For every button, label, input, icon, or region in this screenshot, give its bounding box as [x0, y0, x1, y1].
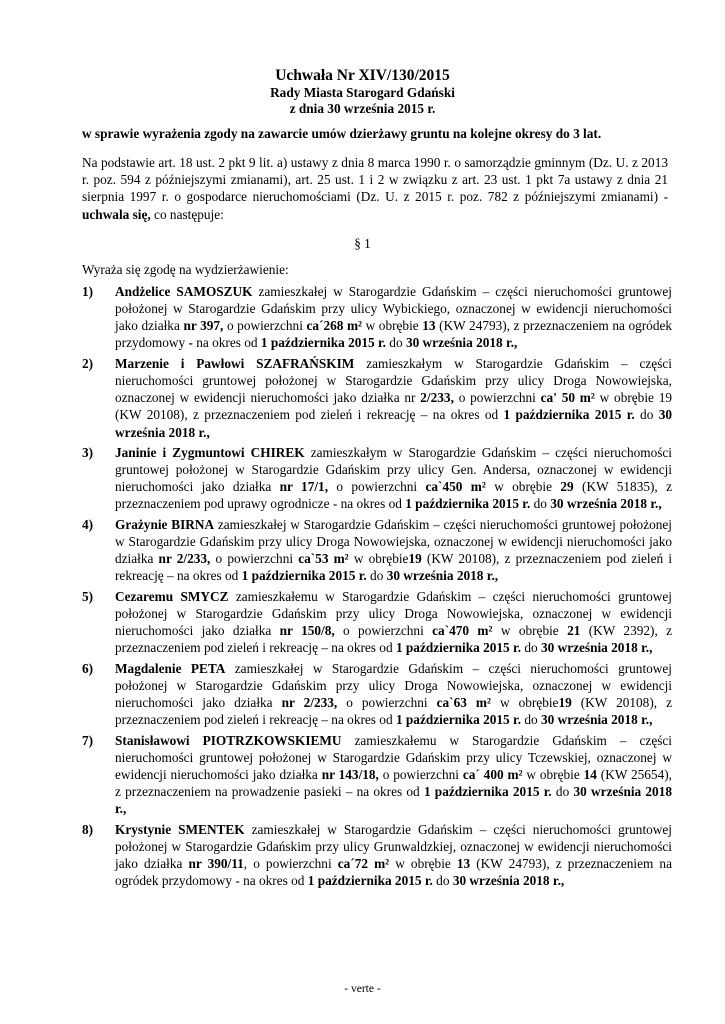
item-text: zamieszkałemu w Starogardzie Gdańskim – części nieruchomości gruntowej położonej w Starogardzie Gdańskim przy ulicy Droga Nowowiejska, oznaczonej w ewidencji nieruchomości jako działka	[115, 588, 673, 639]
lease-to-date: 30 września 2018 r.,	[405, 335, 518, 351]
item-text: o powierzchni	[223, 318, 307, 334]
parcel-area: ca' 50 m²	[540, 390, 595, 406]
district-number: 14	[583, 767, 597, 782]
parcel-number: 2/233,	[420, 390, 454, 406]
lessee-name: Cezaremu SMYCZ	[115, 588, 229, 604]
lessee-name: Andżelice SAMOSZUK	[115, 284, 253, 299]
item-dash: -	[188, 335, 193, 351]
lessee-name: Krystynie SMENTEK	[115, 821, 245, 837]
resolution-date: z dnia 30 września 2015 r.	[289, 101, 436, 116]
lease-to-date: 30 września 2018 r.,	[386, 568, 499, 584]
lease-to-date: 30 września 2018 r.,	[115, 784, 672, 817]
legal-basis-tail: co następuje:	[150, 206, 224, 222]
item-text: do	[385, 335, 406, 351]
page-footer: - verte -	[344, 983, 381, 995]
lessee-name: Stanisławowi PIOTRZKOWSKIEMU	[115, 732, 342, 748]
lease-list	[82, 283, 672, 893]
parcel-number: nr 143/18,	[321, 767, 379, 782]
item-text: o powierzchni	[378, 767, 463, 782]
item-number: 2)	[82, 355, 94, 371]
item-text: w obrębie	[522, 767, 584, 782]
item-text: (KW 24793), z przeznaczeniem na ogródek przydomowy - na okres od	[115, 856, 672, 889]
intro-text: Wyraża się zgodę na wydzierżawienie:	[82, 262, 289, 277]
item-text: w obrębie	[362, 318, 423, 334]
item-text: zamieszkałej w Starogardzie Gdańskim – części nieruchomości gruntowej położonej w Starogardzie Gdańskim przy ulicy Grunwaldzkiej, oznaczonej w ewidencji nieruchomości jako działka	[115, 821, 672, 872]
lease-to-date: 30 września 2018 r.,	[452, 873, 565, 889]
item-text: zamieszkałemu w Starogardzie Gdańskim – części nieruchomości gruntowej położonej w Starogardzie Gdańskim przy ulicy Tczewskiej, oznaczonej w ewidencji nieruchomości jako działka	[115, 732, 672, 782]
district-number: 13	[422, 318, 436, 334]
parcel-area: ca`450 m²	[425, 479, 486, 495]
item-text: w obrębie 19 (KW 20108), z przeznaczeniem pod zieleń i rekreację – na okres od	[115, 390, 673, 423]
lease-to-date: 30 września 2018 r.,	[540, 712, 653, 728]
lease-from-date: 1 października 2015 r.	[395, 712, 522, 728]
lease-to-date: 30 września 2018 r.,	[115, 407, 673, 440]
item-number: 4)	[82, 516, 94, 532]
lease-item	[82, 444, 672, 513]
item-text: do	[366, 568, 387, 584]
item-text: (KW 20108), z przeznaczeniem pod zieleń i rekreację – na okres od	[115, 551, 673, 584]
parcel-number: nr 397,	[183, 318, 224, 334]
parcel-area: ca`470 m²	[432, 623, 493, 639]
lease-from-date: 1 października 2015 r.	[260, 335, 386, 351]
item-text: (KW 24793), z przeznaczeniem na ogródek przydomowy	[115, 318, 673, 351]
parcel-number: nr 150/8,	[279, 623, 335, 639]
parcel-number: nr 2/233,	[281, 695, 338, 711]
item-text: o powierzchni	[337, 695, 437, 711]
resolution-title: Uchwała Nr XIV/130/2015	[275, 67, 450, 84]
lessee-name: Magdalenie PETA	[115, 660, 226, 676]
item-text: zamieszkałej w Starogardzie Gdańskim – części nieruchomości gruntowej położonej w Starogardzie Gdańskim przy ulicy Wybickiego, oznaczonej w ewidencji nieruchomości jako działka	[115, 284, 672, 334]
lease-from-date: 1 października 2015 r.	[395, 640, 522, 656]
lease-from-date: 1 października 2015 r.	[423, 784, 552, 800]
lease-from-date: 1 października 2015 r.	[307, 873, 433, 889]
item-text: do	[551, 784, 574, 800]
item-number: 6)	[82, 660, 94, 676]
item-text: do	[521, 640, 541, 656]
item-text: w obrębie	[389, 856, 457, 872]
item-text: do	[530, 496, 551, 512]
parcel-area: ca´268 m²	[306, 318, 363, 334]
item-number: 5)	[82, 588, 94, 604]
resolution-subject: w sprawie wyrażenia zgody na zawarcie umów dzierżawy gruntu na kolejne okresy do 3 lat.	[82, 126, 602, 141]
item-text: w obrębie	[485, 479, 561, 495]
lease-to-date: 30 września 2018 r.,	[540, 640, 653, 656]
lease-from-date: 1 października 2015 r.	[503, 407, 635, 423]
item-text: o powierzchni	[328, 479, 426, 495]
item-text: (KW 20108), z przeznaczeniem pod zieleń i rekreację – na okres od	[115, 695, 672, 728]
parcel-area: ca`63 m²	[436, 695, 491, 711]
council-name: Rady Miasta Starogard Gdański	[270, 85, 455, 100]
item-text: w obrębie	[348, 551, 409, 567]
item-number: 3)	[82, 445, 94, 460]
parcel-area: ca´ 400 m²	[462, 767, 523, 782]
district-number: 19	[408, 551, 422, 567]
parcel-number: nr 2/233,	[158, 551, 211, 567]
lease-to-date: 30 września 2018 r.,	[550, 496, 662, 512]
paragraph-mark: § 1	[354, 236, 371, 251]
item-text: (KW 51835), z przeznaczeniem pod uprawy ogrodnicze - na okres od	[115, 479, 672, 512]
district-number: 13	[456, 856, 471, 872]
district-number: 29	[560, 479, 574, 495]
item-text: , o powierzchni	[243, 856, 338, 872]
parcel-area: ca`53 m²	[298, 551, 349, 567]
item-text: na okres od	[192, 335, 261, 351]
parcel-number: nr 390/11	[188, 856, 244, 872]
item-text: w obrębie	[492, 623, 568, 639]
parcel-number: nr 17/1,	[279, 479, 329, 495]
title-block	[0, 66, 725, 117]
lease-item	[82, 516, 672, 585]
lease-item	[82, 821, 672, 890]
item-text: o powierzchni	[334, 623, 433, 639]
lease-item	[82, 588, 672, 657]
lessee-name: Grażynie BIRNA	[115, 516, 215, 532]
item-text: (KW 25654), z przeznaczeniem na prowadzenie pasieki – na okres od	[115, 767, 672, 800]
item-text: o powierzchni	[453, 390, 541, 406]
item-number: 7)	[82, 732, 94, 748]
item-text: do	[521, 712, 541, 728]
item-text: (KW 2392), z przeznaczeniem pod zieleń i rekreację – na okres od	[115, 623, 673, 656]
lease-item	[82, 660, 672, 729]
item-text: zamieszkałym w Starogardzie Gdańskim – części nieruchomości gruntowej położonej w Starogardzie Gdańskim przy ulicy Droga Nowowiejska, oznaczonej w ewidencji nieruchomości jako działka nr	[115, 355, 672, 406]
resolution-phrase: uchwala się,	[82, 206, 151, 222]
lease-item	[82, 283, 672, 352]
lease-from-date: 1 października 2015 r.	[241, 568, 367, 584]
item-number: 8)	[82, 821, 94, 837]
district-number: 19	[558, 695, 572, 711]
lessee-name: Marzenie i Pawłowi SZAFRAŃSKIM	[115, 355, 355, 371]
lease-from-date: 1 października 2015 r.	[405, 496, 531, 512]
legal-basis-text: Na podstawie art. 18 ust. 2 pkt 9 lit. a) ustawy z dnia 8 marca 1990 r. o samorządzie gminnym (Dz. U. z 2013 r. poz. 594 z późniejszymi zmianami), art. 25 ust. 1 i 2 w związku z art. 23 ust. 1 pkt 7a ustawy z dnia 21 sierpnia 1997 r. o gospodarce nieruchomościami (Dz. U. z 2015 r. poz. 782 z późniejszymi zmianami) -	[82, 155, 668, 205]
legal-basis	[82, 154, 668, 223]
item-text: w obrębie	[490, 695, 559, 711]
item-text: zamieszkałej w Starogardzie Gdańskim – części nieruchomości gruntowej położonej w Starogardzie Gdańskim przy ulicy Droga Nowowiejska, oznaczonej w ewidencji nieruchomości jako działka	[115, 660, 673, 711]
item-number: 1)	[82, 284, 94, 299]
item-text: zamieszkałej w Starogardzie Gdańskim – części nieruchomości gruntowej położonej w Starogardzie Gdańskim przy ulicy Droga Nowowiejska, oznaczonej w ewidencji nieruchomości jako działka	[115, 516, 672, 567]
item-text: do	[432, 873, 453, 889]
district-number: 21	[567, 623, 581, 639]
item-text: o powierzchni	[210, 551, 299, 567]
lease-item	[82, 732, 672, 818]
item-text: do	[634, 407, 659, 423]
parcel-area: ca´72 m²	[337, 856, 390, 872]
lease-item	[82, 355, 672, 441]
lessee-name: Janinie i Zygmuntowi CHIREK	[115, 445, 305, 460]
item-text: zamieszkałym w Starogardzie Gdańskim – części nieruchomości gruntowej położonej w Starogardzie Gdańskim przy ulicy Gen. Andersa, oznaczonej w ewidencji nieruchomości jako działka	[115, 445, 673, 495]
